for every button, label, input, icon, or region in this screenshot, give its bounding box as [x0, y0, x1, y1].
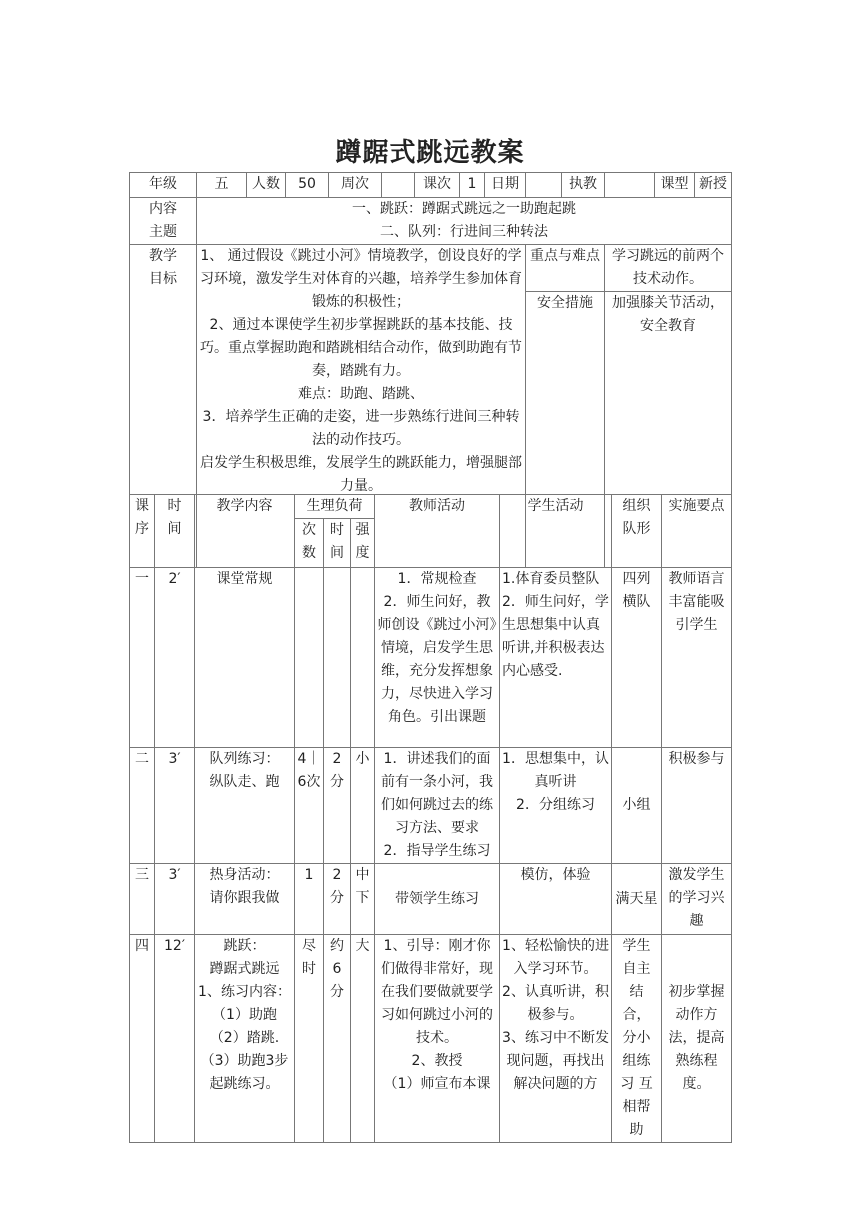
- row-duration: 2分: [324, 748, 351, 864]
- date-value: [526, 173, 562, 198]
- row-time: 2′: [155, 568, 195, 748]
- row-teacher: 带领学生练习: [375, 864, 500, 935]
- row-duration: 2分: [324, 864, 351, 935]
- row-teacher: 1、引导：刚才你们做得非常好，现在我们要做就要学习如何跳过小河的技术。 2、教授 （1）师宣布本课: [375, 935, 500, 1143]
- row-student: 1、轻松愉快的进入学习环节。 2、认真听讲，积极参与。 3、练习中不断发现问题，再找出解决问题的方: [500, 935, 612, 1143]
- header-teacher: 教师活动: [375, 495, 500, 568]
- key-label: 重点与难点: [526, 245, 605, 292]
- row-points: 初步掌握动作方法，提高熟练程度。: [662, 935, 732, 1143]
- type-label: 课型: [655, 173, 695, 198]
- goal-3: 3．培养学生正确的走姿，进一步熟练行进间三种转法的动作技巧。: [202, 409, 520, 448]
- header-content: 教学内容: [195, 495, 295, 568]
- week-label: 周次: [329, 173, 382, 198]
- theme-line-1: 一、跳跃：蹲踞式跳远之一助跑起跳: [352, 201, 576, 217]
- row-seq: 四: [130, 935, 155, 1143]
- type-value: 新授: [695, 173, 732, 198]
- row-points: 教师语言丰富能吸引学生: [662, 568, 732, 748]
- row-formation: 四列横队: [612, 568, 662, 748]
- page-title: 蹲踞式跳远教案: [335, 138, 525, 168]
- row-student: 1．思想集中，认真听讲 2．分组练习: [500, 748, 612, 864]
- row-times: [295, 568, 324, 748]
- lesson-label: 课次: [415, 173, 460, 198]
- row-times: 1: [295, 864, 324, 935]
- header-formation: 组织队形: [612, 495, 662, 568]
- theme-line-2: 二、队列：行进间三种转法: [380, 224, 548, 240]
- table-row: [130, 568, 732, 748]
- row-content: 跳跃： 蹲踞式跳远 1、练习内容： （1）助跑 （2）踏跳. （3）助跑3步起跳练习。: [195, 935, 295, 1143]
- row-times: 4｜6次: [295, 748, 324, 864]
- row-content: 队列练习：纵队走、跑: [195, 748, 295, 864]
- key-text: 学习跳远的前两个技术动作。: [605, 245, 732, 292]
- row-time: 12′: [155, 935, 195, 1143]
- grade-value: 五: [197, 173, 247, 198]
- row-seq: 二: [130, 748, 155, 864]
- safety-label: 安全措施: [526, 292, 605, 568]
- count-value: 50: [286, 173, 329, 198]
- row-student: 1.体育委员整队 2．师生问好，学生思想集中认真听讲,并积极表达内心感受.: [500, 568, 612, 748]
- teacher-label: 执教: [562, 173, 605, 198]
- row-formation: 小组: [612, 748, 662, 864]
- goal-4: 启发学生积极思维，发展学生的跳跃能力，增强腿部力量。: [200, 455, 522, 494]
- table-row: [130, 935, 732, 1143]
- header-seq: 课序: [130, 495, 155, 568]
- theme-label: 内容主题: [130, 198, 197, 245]
- goal-difficulty: 难点：助跑、踏跳、: [298, 386, 424, 402]
- row-duration: [324, 568, 351, 748]
- row-intensity: 大: [351, 935, 375, 1143]
- row-intensity: 中下: [351, 864, 375, 935]
- row-teacher: 1．讲述我们的面前有一条小河，我们如何跳过去的练习方法、要求 2．指导学生练习: [375, 748, 500, 864]
- header-time: 时间: [155, 495, 195, 568]
- teacher-value: [605, 173, 655, 198]
- table-row: [130, 748, 732, 864]
- row-formation: 学生自主结合，分小组练习 互相帮助: [612, 935, 662, 1143]
- row-points: 积极参与: [662, 748, 732, 864]
- row-content: 课堂常规: [195, 568, 295, 748]
- grade-label: 年级: [130, 173, 197, 198]
- lesson-plan-table: [129, 494, 732, 1143]
- header-times: 次数: [295, 519, 324, 568]
- row-intensity: [351, 568, 375, 748]
- theme-content: [197, 198, 732, 245]
- row-student: 模仿，体验: [500, 864, 612, 935]
- row-intensity: 小: [351, 748, 375, 864]
- row-points: 激发学生的学习兴趣: [662, 864, 732, 935]
- goal-2: 2、通过本课使学生初步掌握跳跃的基本技能、技巧。重点掌握助跑和踏跳相结合动作，做到助跑有节奏，踏跳有力。: [200, 317, 522, 379]
- week-value: [382, 173, 415, 198]
- row-time: 3′: [155, 864, 195, 935]
- goals-label: 教学目标: [130, 245, 197, 568]
- row-formation: 满天星: [612, 864, 662, 935]
- row-seq: 三: [130, 864, 155, 935]
- row-time: 3′: [155, 748, 195, 864]
- header-student: 学生活动: [500, 495, 612, 568]
- count-label: 人数: [247, 173, 286, 198]
- row-content: 热身活动：请你跟我做: [195, 864, 295, 935]
- header-intensity: 强度: [351, 519, 375, 568]
- header-load: 生理负荷: [295, 495, 375, 519]
- row-teacher: 1．常规检查 2．师生问好，教师创设《跳过小河》情境，启发学生思维，充分发挥想象力，尽快进入学习角色。引出课题: [375, 568, 500, 748]
- row-times: 尽时: [295, 935, 324, 1143]
- header-duration: 时间: [324, 519, 351, 568]
- row-seq: 一: [130, 568, 155, 748]
- lesson-value: 1: [460, 173, 485, 198]
- table-row: [130, 864, 732, 935]
- date-label: 日期: [485, 173, 526, 198]
- safety-text: 加强膝关节活动，安全教育: [605, 292, 732, 568]
- row-duration: 约6分: [324, 935, 351, 1143]
- header-points: 实施要点: [662, 495, 732, 568]
- goal-1: 1、 通过假设《跳过小河》情境教学，创设良好的学习环境，激发学生对体育的兴趣，培养学生参加体育锻炼的积极性；: [200, 248, 522, 310]
